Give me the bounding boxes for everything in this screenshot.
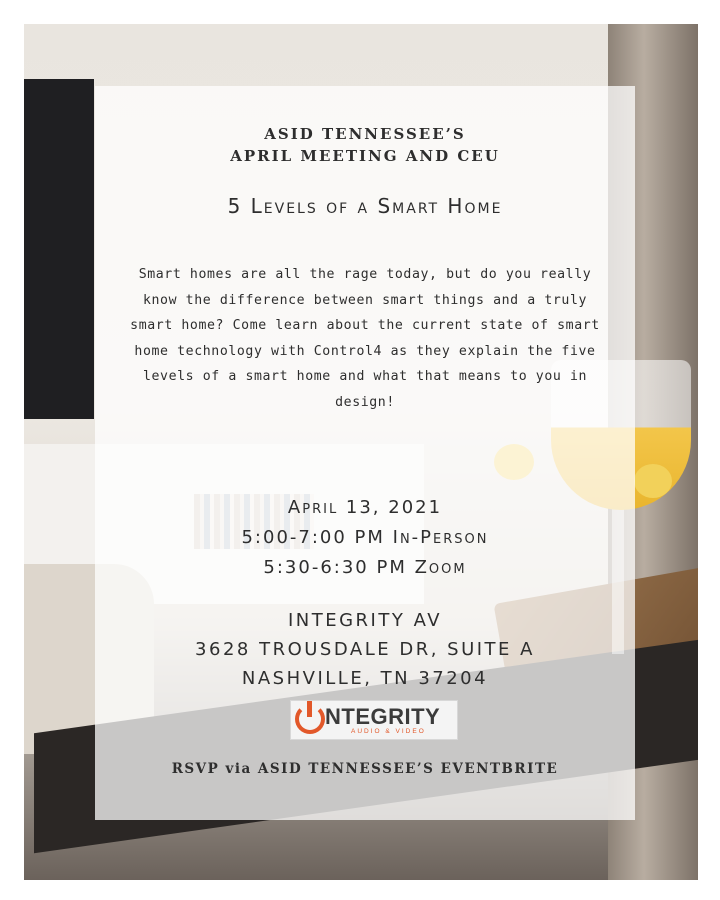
event-header [95,123,635,167]
tv-screen [24,79,94,419]
header-line-1: ASID TENNESSEE’S [264,125,466,143]
integrity-logo [290,700,458,740]
time-zoom: 5:30-6:30 PM Zoom [263,557,467,578]
venue-name: INTEGRITY AV [287,610,443,631]
rsvp-text: RSVP via ASID TENNESSEE’S EVENTBRITE [171,761,559,777]
venue-block [95,606,635,693]
logo-tagline: AUDIO & VIDEO [351,728,426,735]
event-description: Smart homes are all the rage today, but do you really know the difference between smart things and a truly smart home? Come learn about the current state of smart home technology with Control4 as they explain the five levels of a smart home and what that means to you in design! [130,267,600,410]
event-date: April 13, 2021 [287,497,443,518]
logo-wordmark: NTEGRITY [325,704,441,729]
venue-address-2: NASHVILLE, TN 37204 [241,668,489,689]
power-icon-bar [307,701,312,717]
time-in-person: 5:00-7:00 PM In-Person [241,527,489,548]
venue-address-1: 3628 TROUSDALE DR, SUITE A [195,639,535,660]
header-line-2: APRIL MEETING AND CEU [230,147,500,165]
flower [634,464,672,498]
event-subtitle: 5 Levels of a Smart Home [227,194,503,218]
event-schedule [95,493,635,583]
